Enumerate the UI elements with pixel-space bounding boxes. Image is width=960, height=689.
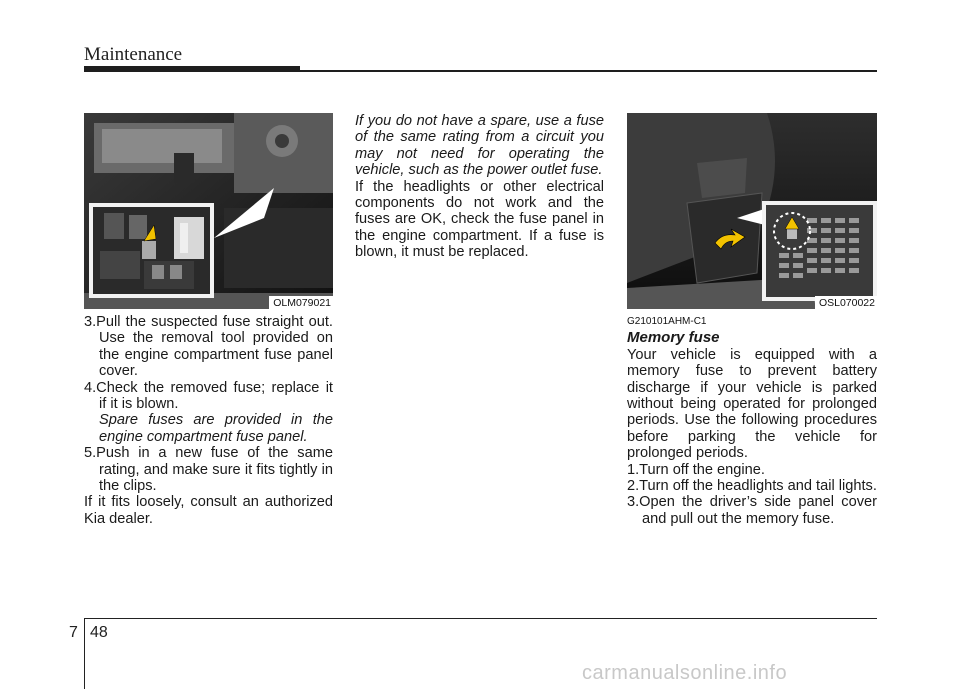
column-2 (355, 113, 604, 261)
engine-fuse-box-photo (84, 113, 333, 309)
closing-paragraph: If it fits loosely, consult an authorized Kia dealer. (84, 494, 333, 527)
image-caption: OLM079021 (269, 296, 333, 309)
column-1 (84, 314, 333, 527)
header-bar (84, 66, 300, 72)
step-5: 5.Push in a new fuse of the same rating, and make sure it fits tightly in the clips. (84, 445, 333, 495)
step-1: 1.Turn off the engine. (627, 461, 765, 478)
footer-rule (84, 618, 877, 619)
headlight-paragraph: If the headlights or other electrical components do not work and the fuses are OK, check the fuse panel in the engine compartment. If a fuse is blown, it must be replaced. (355, 178, 604, 261)
spare-advice: If you do not have a spare, use a fuse of the same rating from a circuit you may not need for operating the vehicle, such as the power outlet fuse. (355, 113, 604, 179)
header-rule (300, 70, 877, 72)
step-3b: 3.Open the driver’s side panel cover and pull out the memory fuse. (627, 494, 877, 527)
section-title: Maintenance (84, 44, 183, 65)
section-code: G210101AHM-C1 (627, 316, 707, 327)
memory-fuse-heading: Memory fuse (627, 329, 720, 347)
watermark: carmanualsonline.info (582, 662, 788, 684)
chapter-number: 7 (69, 624, 78, 641)
column-3 (627, 314, 877, 527)
memory-fuse-description: Your vehicle is equipped with a memory fuse to prevent battery discharge if your vehicle is parked without being operated for prolonged periods. Use the following procedures before parking the vehicle for prolonged periods. (627, 346, 877, 462)
driver-side-panel-photo (627, 113, 877, 309)
page-number: 48 (90, 624, 108, 641)
footer-divider (84, 618, 85, 689)
spare-fuse-note: Spare fuses are provided in the engine compartment fuse panel. (99, 412, 333, 445)
image-caption: OSL070022 (815, 296, 877, 309)
step-2: 2.Turn off the headlights and tail lights. (627, 478, 877, 495)
step-4: 4.Check the removed fuse; replace it if it is blown. (84, 379, 333, 413)
step-3: 3.Pull the suspected fuse straight out. Use the removal tool provided on the engine compartment fuse panel cover. (84, 314, 333, 380)
